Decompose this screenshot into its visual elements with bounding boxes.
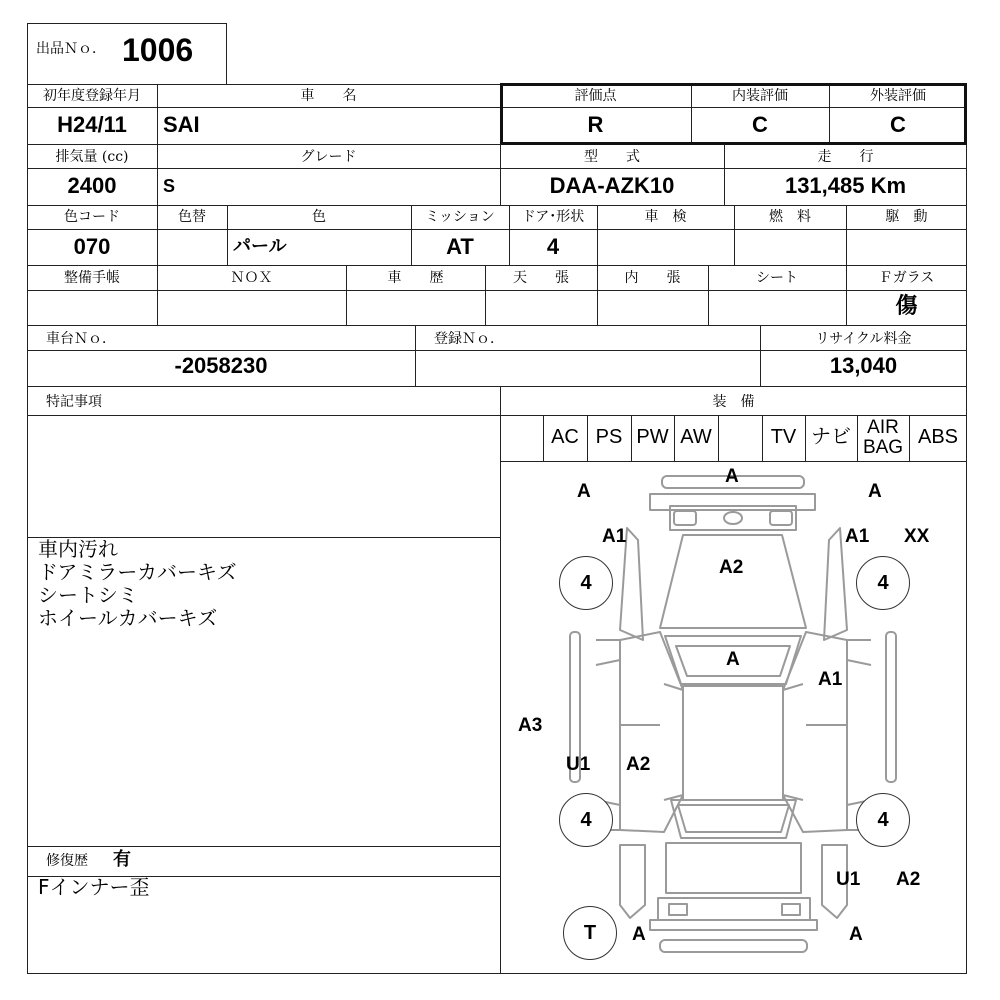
mark-left-side: A3 [518, 715, 543, 736]
notes-line-3: シートシミ [38, 583, 138, 607]
mark-right-fender-xx: XX [904, 526, 930, 547]
notes-line-2: ドアミラーカバーキズ [38, 560, 237, 584]
tire-front-left: 4 [559, 556, 613, 610]
chassis-value: -2058230 [174, 353, 268, 378]
model-value: DAA-AZK10 [549, 173, 675, 198]
mark-left-fender: A1 [602, 526, 627, 547]
mark-rear-right: A [849, 924, 863, 945]
hood-outline [660, 535, 806, 628]
equip-abs: ABS [917, 426, 959, 448]
repair-label: 修復歴 [46, 853, 88, 869]
mark-right-door: A1 [818, 669, 843, 690]
mark-right-fender: A1 [845, 526, 870, 547]
mark-front-bumper: A [725, 466, 739, 487]
equip-ps: PS [595, 426, 623, 448]
tire-rear-left: 4 [559, 793, 613, 847]
fuel-label: 燃 料 [769, 209, 811, 225]
equip-navi: ナビ [811, 426, 851, 448]
history-label: 車 歴 [387, 270, 444, 286]
score-label: 評価点 [574, 88, 617, 104]
mark-rear-left: A [632, 924, 646, 945]
equip-aw: AW [680, 426, 712, 448]
fglass-label: Ｆガラス [878, 270, 935, 286]
mark-front-right: A [868, 481, 882, 502]
model-label: 型 式 [584, 149, 640, 165]
displacement-label: 排気量 (cc) [55, 149, 129, 165]
notes-line-4: ホイールカバーキズ [38, 606, 218, 630]
mileage-label: 走 行 [817, 149, 874, 165]
mark-right-rear-u: U1 [836, 869, 861, 890]
color-code-value: 070 [73, 234, 111, 259]
car-diagram [501, 462, 966, 973]
mileage-value: 131,485 Km [784, 173, 907, 198]
equip-pw: PW [636, 426, 669, 448]
mark-front-left: A [577, 481, 591, 502]
lot-number-label: 出品Ｎｏ． [36, 41, 106, 57]
car-name-value: SAI [163, 112, 200, 137]
equip-airbag: AIR BAG [862, 417, 904, 458]
score-value: R [587, 112, 604, 137]
recycle-label: リサイクル料金 [815, 331, 912, 347]
maintenance-label: 整備手帳 [64, 270, 120, 286]
repair-value: 有 [113, 849, 131, 870]
door-label: ドア･形状 [521, 209, 585, 225]
rear-bumper-outline [658, 898, 810, 920]
grade-value: S [163, 176, 176, 196]
seat-label: シート [756, 270, 798, 286]
equip-ac: AC [551, 426, 579, 448]
right-fender-outline [824, 528, 847, 640]
recycle-value: 13,040 [829, 353, 898, 378]
inspection-label: 車 検 [644, 209, 687, 225]
regno-label: 登録Ｎｏ． [434, 331, 504, 347]
door-value: 4 [546, 234, 560, 259]
exterior-value: C [890, 112, 906, 137]
equipment-label: 装 備 [712, 394, 755, 410]
color-change-label: 色替 [178, 209, 206, 225]
first-reg-label: 初年度登録年月 [43, 88, 141, 104]
lot-number: 1006 [122, 32, 194, 68]
repair-line-1: Fインナー歪 [38, 875, 150, 899]
exterior-label: 外装評価 [870, 88, 926, 104]
grade-label: グレード [300, 149, 357, 165]
equip-tv: TV [770, 426, 797, 448]
mark-roof-front: A [726, 649, 740, 670]
roof-outline [683, 686, 783, 800]
color-code-label: 色コード [64, 209, 120, 225]
trunk-outline [666, 843, 801, 893]
inner-trim-label: 内 張 [624, 270, 681, 286]
mark-right-rear-a: A2 [896, 869, 921, 890]
mark-left-rear-door: A2 [626, 754, 651, 775]
drive-label: 駆 動 [885, 209, 928, 225]
mark-left-rocker: U1 [566, 754, 591, 775]
transmission-value: AT [446, 234, 474, 259]
tire-front-right: 4 [856, 556, 910, 610]
ceiling-label: 天 張 [513, 270, 569, 286]
color-value: パール [233, 236, 287, 256]
notes-line-1: 車内汚れ [38, 537, 118, 561]
car-name-label: 車 名 [300, 88, 357, 104]
tire-rear-right: 4 [856, 793, 910, 847]
mark-hood: A2 [719, 557, 744, 578]
spare-tire: T [563, 906, 617, 960]
notes-label: 特記事項 [46, 394, 102, 410]
fglass-value: 傷 [895, 293, 918, 319]
interior-value: C [752, 112, 768, 137]
chassis-label: 車台Ｎｏ． [46, 331, 116, 347]
interior-label: 内装評価 [732, 88, 788, 104]
nox-label: ＮＯＸ [230, 270, 273, 286]
first-reg-value: H24/11 [57, 112, 127, 137]
displacement-value: 2400 [67, 173, 117, 198]
transmission-label: ミッション [425, 209, 495, 225]
color-label: 色 [312, 209, 326, 225]
